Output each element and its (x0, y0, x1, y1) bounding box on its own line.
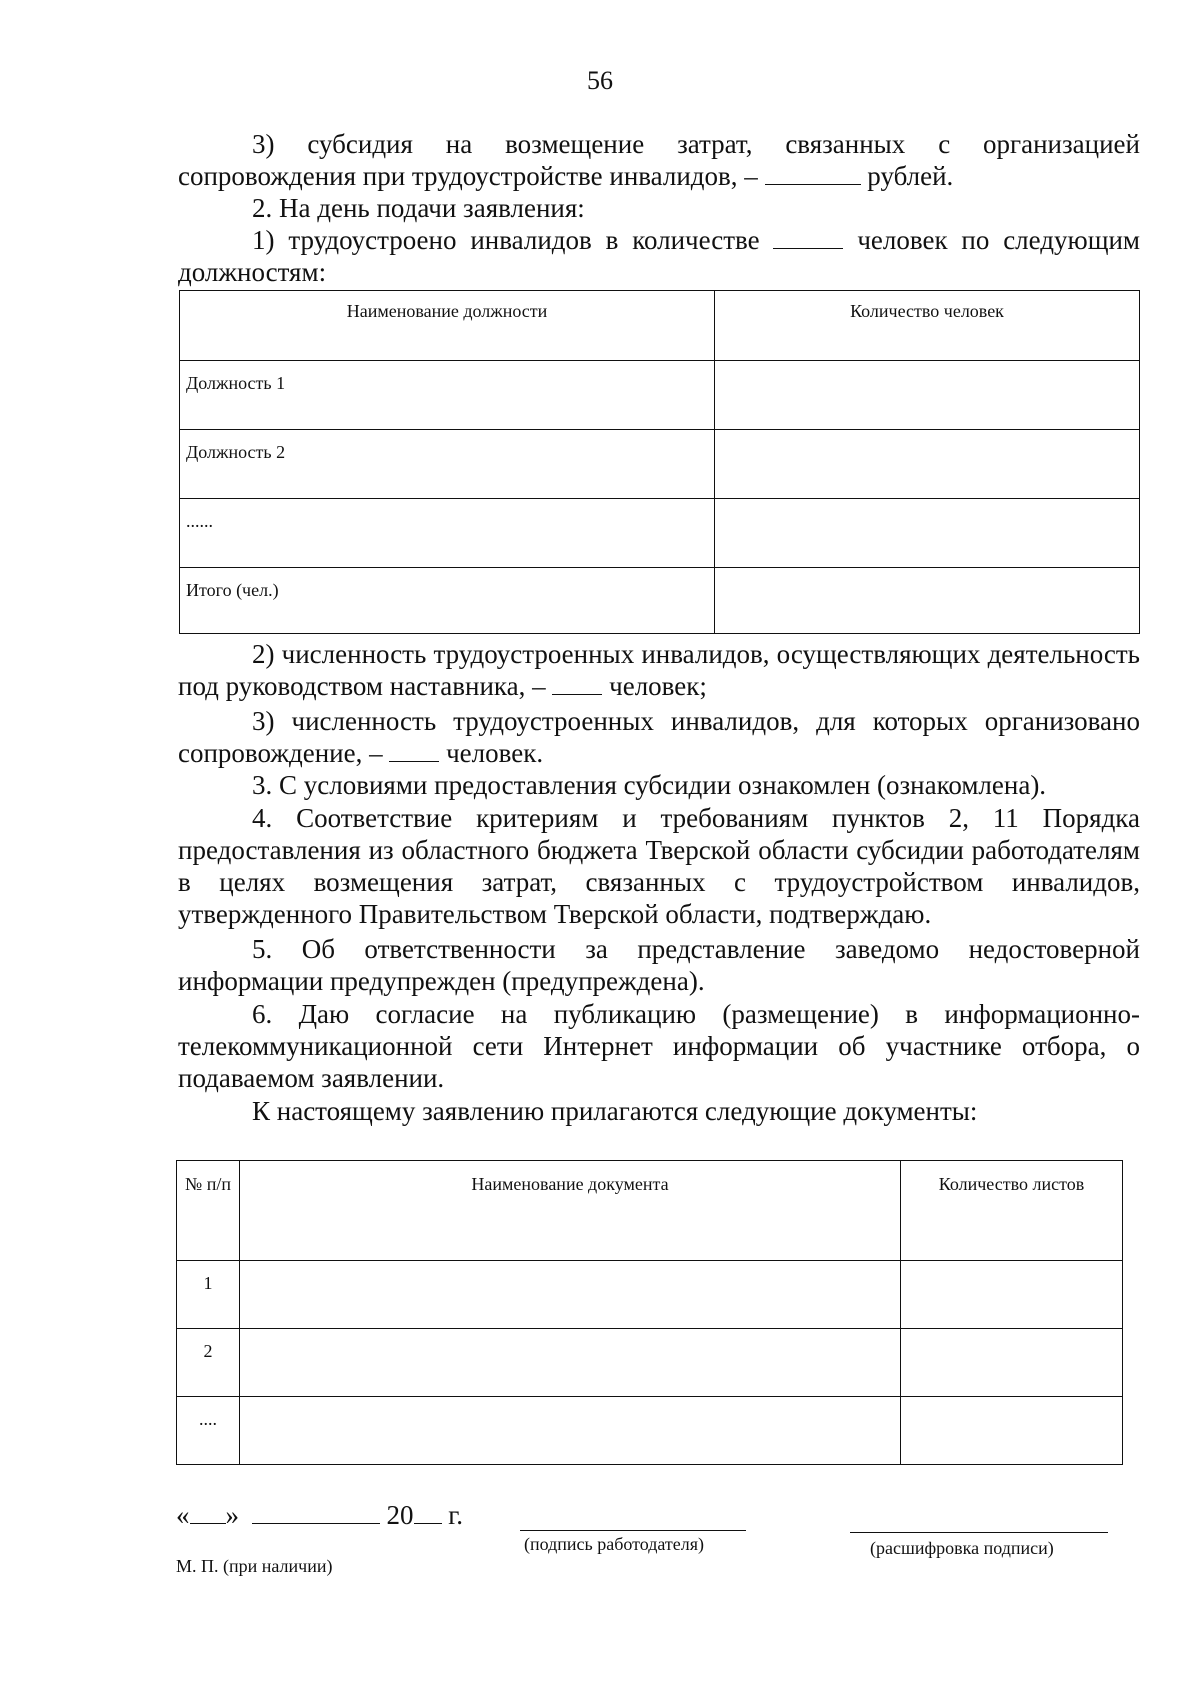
total-count-cell[interactable] (715, 568, 1140, 634)
table-row (177, 1397, 1123, 1465)
year-blank[interactable] (414, 1501, 442, 1524)
year-prefix: 20 (386, 1500, 414, 1530)
row-number-cell: 1 (177, 1261, 240, 1329)
open-quote: « (176, 1500, 190, 1530)
table-header-row (177, 1161, 1123, 1261)
document-name-cell[interactable] (240, 1261, 901, 1329)
paragraph-text: 3) субсидия на возмещение затрат, связанных с организацией сопровождения при трудоустройстве инвалидов, – (178, 129, 1140, 191)
day-blank[interactable] (190, 1501, 226, 1524)
employer-signature-caption: (подпись работодателя) (524, 1534, 705, 1554)
paragraph-responsibility: 5. Об ответственности за представление заведомо недостоверной информации предупрежден (предупреждена). (178, 934, 1140, 996)
total-label-cell: Итого (чел.) (180, 568, 715, 634)
paragraph-text-end: человек; (609, 671, 707, 701)
table-row (180, 430, 1140, 499)
table-row-total (180, 568, 1140, 634)
column-header-pages: Количество листов (901, 1161, 1123, 1261)
paragraph-text: 1) трудоустроено инвалидов в количестве (252, 225, 760, 255)
paragraph-conditions: 3. С условиями предоставления субсидии ознакомлен (ознакомлена). (252, 770, 1047, 800)
documents-table (176, 1160, 1123, 1465)
table-row (177, 1329, 1123, 1397)
position-cell: Должность 1 (180, 361, 715, 430)
column-header-position: Наименование должности (180, 291, 715, 361)
position-cell: Должность 2 (180, 430, 715, 499)
paragraph-on-date: 2. На день подачи заявления: (252, 193, 585, 223)
pages-cell[interactable] (901, 1397, 1123, 1465)
paragraph-text-end: человек по следующим должностям: (178, 225, 1141, 287)
document-name-cell[interactable] (240, 1329, 901, 1397)
signature-decode-line[interactable] (850, 1532, 1108, 1533)
count-blank[interactable] (773, 226, 843, 249)
positions-table (179, 290, 1140, 634)
paragraph-subsidy-support (178, 128, 1140, 192)
position-cell: ...... (180, 499, 715, 568)
amount-blank[interactable] (765, 162, 861, 185)
close-quote: » (225, 1500, 239, 1530)
date-line (176, 1500, 463, 1531)
row-number-cell: 2 (177, 1329, 240, 1397)
table-row (180, 361, 1140, 430)
column-header-document: Наименование документа (240, 1161, 901, 1261)
column-header-count: Количество человек (715, 291, 1140, 361)
count-cell[interactable] (715, 361, 1140, 430)
paragraph-text: 2) численность трудоустроенных инвалидов, осуществляющих деятельность под руководством наставника, – (178, 639, 1140, 701)
paragraph-criteria: 4. Соответствие критериям и требованиям пунктов 2, 11 Порядка предоставления из областного бюджета Тверской области субсидии работодателям в целях возмещения затрат, связанных с трудоустройством инвалидов, утвержденного Правительством Тверской области, подтверждаю. (178, 803, 1140, 929)
paragraph-mentored-count (178, 638, 1140, 702)
paragraph-text-end: рублей. (867, 161, 954, 191)
count-blank[interactable] (389, 739, 439, 762)
paragraph-attachments: К настоящему заявлению прилагаются следующие документы: (252, 1096, 978, 1126)
year-suffix: г. (448, 1500, 464, 1530)
row-number-cell: .... (177, 1397, 240, 1465)
paragraph-supported-count (178, 705, 1140, 769)
table-header-row (180, 291, 1140, 361)
paragraph-employed-count (178, 224, 1140, 288)
month-blank[interactable] (252, 1501, 380, 1524)
employer-signature-line[interactable] (520, 1530, 746, 1531)
pages-cell[interactable] (901, 1261, 1123, 1329)
document-name-cell[interactable] (240, 1397, 901, 1465)
paragraph-consent: 6. Даю согласие на публикацию (размещение) в информационно-телекоммуникационной сети Интернет информации об участнике отбора, о подаваемом заявлении. (178, 999, 1140, 1093)
count-blank[interactable] (552, 672, 602, 695)
page-number: 56 (587, 66, 613, 95)
signature-decode-caption: (расшифровка подписи) (870, 1538, 1054, 1558)
table-row (180, 499, 1140, 568)
pages-cell[interactable] (901, 1329, 1123, 1397)
stamp-note: М. П. (при наличии) (176, 1556, 333, 1576)
count-cell[interactable] (715, 499, 1140, 568)
table-row (177, 1261, 1123, 1329)
paragraph-text-end: человек. (446, 738, 544, 768)
column-header-number: № п/п (177, 1161, 240, 1261)
paragraph-text: 3) численность трудоустроенных инвалидов, для которых организовано сопровождение, – (178, 706, 1140, 768)
count-cell[interactable] (715, 430, 1140, 499)
